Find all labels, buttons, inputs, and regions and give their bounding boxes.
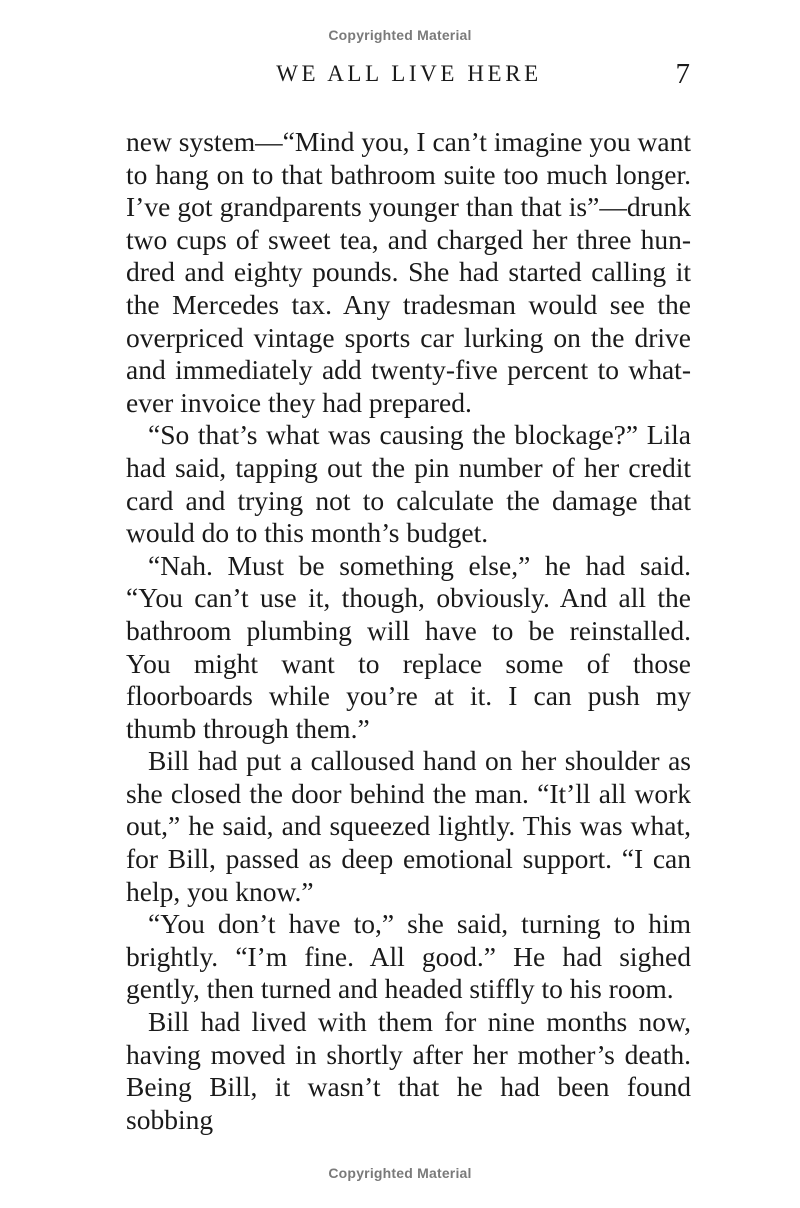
running-header — [0, 58, 800, 94]
copyright-watermark-top: Copyrighted Material — [328, 27, 472, 43]
paragraph: “So that’s what was causing the blockage?” Lila had said, tapping out the pin number of her credit card and trying not to calculate the damage that would do to this month’s budget. — [126, 419, 691, 549]
paragraph: new system—“Mind you, I can’t imagine you want to hang on to that bathroom suite too much longer. I’ve got grandparents younger than that is”—drunk two cups of sweet tea, and charged her three hundred and eighty pounds. She had started calling it the Mercedes tax. Any tradesman would see the overpriced vintage sports car lurking on the drive and immediately add twenty-five percent to whatever invoice they had prepared. — [126, 126, 691, 418]
copyright-watermark-bottom: Copyrighted Material — [328, 1165, 472, 1181]
body-text — [126, 126, 691, 1136]
paragraph: “You don’t have to,” she said, turning to him brightly. “I’m fine. All good.” He had sighed gently, then turned and headed stiffly to his room. — [126, 908, 691, 1005]
paragraph: Bill had put a calloused hand on her shoulder as she closed the door behind the man. “It’ll all work out,” he said, and squeezed lightly. This was what, for Bill, passed as deep emotional support. “I can help, you know.” — [126, 745, 691, 907]
page-number: 7 — [675, 58, 690, 90]
running-title: WE ALL LIVE HERE — [276, 61, 542, 86]
paragraph: “Nah. Must be something else,” he had said. “You can’t use it, though, obviously. And all the bathroom plumbing will have to be reinstalled. You might want to replace some of those floorboards while you’re at it. I can push my thumb through them.” — [126, 549, 691, 744]
paragraph: Bill had lived with them for nine months now, having moved in shortly after her mother’s death. Being Bill, it wasn’t that he had been found sobbing — [126, 1006, 691, 1135]
